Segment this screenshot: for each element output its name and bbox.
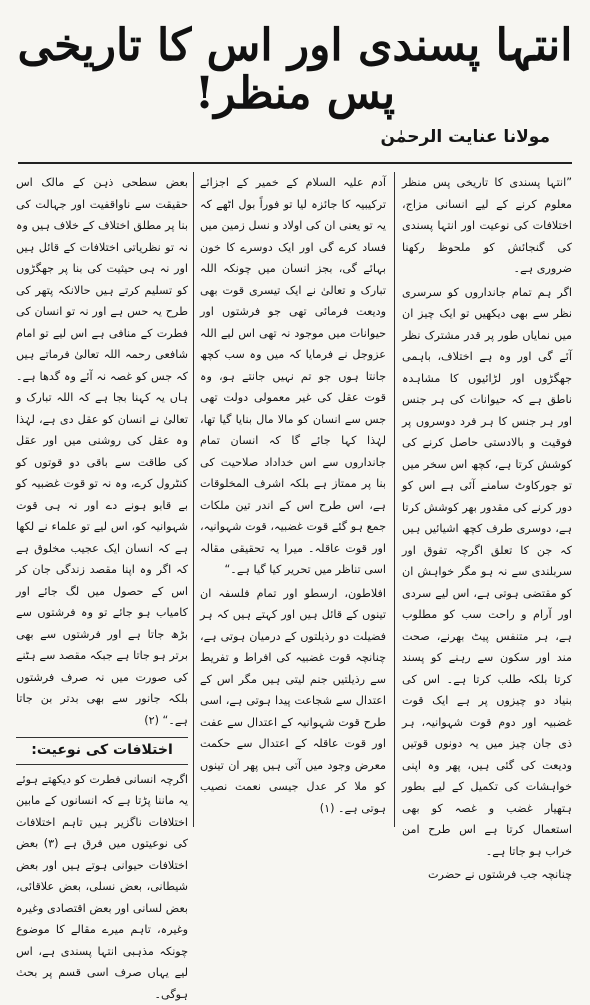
text-column-left: [16, 172, 188, 827]
article-title: انتہا پسندی اور اس کا تاریخی پس منظر!: [0, 22, 590, 119]
paragraph: چنانچہ جب فرشتوں نے حضرت: [402, 864, 572, 886]
text-column-middle: [200, 172, 386, 827]
paragraph: افلاطون، ارسطو اور تمام فلسفہ ان تینوں کے قائل ہیں اور کہتے ہیں کہ ہر فضیلت دو رذیلتوں کے درمیان ہوتی ہے، چنانچہ قوت غضبیہ کی افراط و تفریط سے رذیلتیں جنم لیتی ہیں مگر اس کے اعتدال سے شجاعت پیدا ہوتی ہے، اسی طرح قوت شہوانیہ کے اعتدال سے عفت اور قوت عاقلہ کے اعتدال سے حکمت معرض وجود میں آتی ہیں پھر ان تینوں کو ملا کر عدل جیسی نعمت نصیب ہوتی ہے۔ (۱): [200, 583, 386, 820]
column-divider: [193, 172, 194, 827]
paragraph: اگرچہ انسانی فطرت کو دیکھتے ہوئے یہ ماننا پڑتا ہے کہ انسانوں کے مابین اختلافات ناگزیر ہیں تاہم اختلافات کی نوعیتوں میں فرق ہے (۳) بعض اختلافات حیوانی ہوتے ہیں اور بعض شیطانی، بعض نسلی، بعض علاقائی، بعض لسانی اور بعض اقتصادی وغیرہ وغیرہ، تاہم میرے مقالے کا موضوع چونکہ مذہبی انتہا پسندی ہے، اس لیے یہاں صرف اسی قسم پر بحث ہوگی۔: [16, 769, 188, 1005]
author-byline: مولانا عنایت الرحمٰن: [381, 127, 551, 147]
header-divider: [18, 162, 572, 164]
paragraph: اگر ہم تمام جانداروں کو سرسری نظر سے بھی دیکھیں تو ایک چیز ان میں نمایاں طور پر قدر مشترک نظر آئے گی اور وہ ہے اختلاف، باہمی جھگڑوں اور لڑائیوں کا مشاہدہ ناطق ہے کہ حیوانات کی ہر جنس اور ہر جنس کا ہر فرد دوسروں پر فوقیت و بالادستی حاصل کرنے کی کوشش کرتا ہے، کچھ اس سخر میں تو جورکاوٹ سامنے آئی ہے اس کو دور کرنے کی مقدور بھر کوشش کرتا ہے، دوسری طرف کچھ اشیائیں ہیں کہ جن کا تعلق اگرچہ تفوق اور سربلندی سے نہ ہو مگر خواہش ان کو مقتضی ہوتی ہے، اس لیے سردی اور آرام و راحت سب کو مطلوب ہے، ہر متنفس پیٹ بھرنے، صحت مند اور سکون سے رہنے کو پسند کرتا بلکہ طلب کرتا ہے۔ اس کی بنیاد دو چیزوں پر ہے ایک قوت غضبیہ اور دوم قوت شہوانیہ، ہر ذی جان چیز میں یہ دونوں قوتیں ودیعت کی گئی ہیں، پھر وہ اپنی خواہشات کی تکمیل کے لیے بطور ہتھیار غضب و غصہ کو بھی استعمال کرتا ہے اس طرح امن خراب ہو جاتا ہے۔: [402, 282, 572, 863]
paragraph: آدم علیہ السلام کے خمیر کے اجزائے ترکیبیہ کا جائزہ لیا تو فوراً بول اٹھے کہ یہ تو یعنی ان کی اولاد و نسل زمین میں فساد کرے گی اور ایک دوسرے کا خون بہائے گی، بجز انسان میں چونکہ اللہ تبارک و تعالیٰ نے ایک تیسری قوت بھی ودیعت فرمائی تھی جو فرشتوں اور حیوانات میں موجود نہ تھی اس لیے اللہ عزوجل نے فرمایا کہ میں وہ سب کچھ جانتا ہوں جو تم نہیں جانتے ہو، وہ قوت عقل کی غیر معمولی دولت تھی جس سے انسان کو مالا مال بنایا گیا تھا، لہٰذا کہا جائے گا کہ انسان تمام جانداروں سے اس خداداد صلاحیت کی بنا پر ممتاز ہے بلکہ اشرف المخلوقات ہے، اس طرح اس کے اندر تین ملکات جمع ہو گئے قوت غضبیہ، قوت شہوانیہ، اور قوت عاقلہ۔ میرا یہ تحقیقی مقالہ اسی تناظر میں تحریر کیا گیا ہے۔“: [200, 172, 386, 581]
text-column-right: [402, 172, 572, 827]
paragraph: بعض سطحی ذہن کے مالک اس حقیقت سے ناواقفیت اور جہالت کی بنا پر مطلق اختلاف کے خلاف ہیں وہ نہ تو نظریاتی اختلافات کے قائل ہیں اور نہ ہی حیثیت کی بنا پر جھگڑوں کو تسلیم کرتے ہیں حالانکہ پتھر کی طرح یہ حس ہے اور نہ تو انسان کی فطرت کے منافی ہے اس لیے تو امام شافعی رحمہ اللہ تعالیٰ فرماتے ہیں کہ جس کو غصہ نہ آئے وہ گدھا ہے۔ ہاں یہ کہنا بجا ہے کہ اللہ تبارک و تعالیٰ نے انسان کو عقل دی ہے، لہٰذا وہ عقل کی روشنی میں اور عقل کی طاقت سے باقی دو قوتوں کو کنٹرول کرے، وہ نہ تو قوت غضبیہ کو بے قابو ہونے دے اور نہ ہی قوت شہوانیہ کو، اس لیے تو علماء نے لکھا ہے کہ انسان ایک عجیب مخلوق ہے کہ اگر وہ اپنا مقصد زندگی جان کر اس کے حصول میں لگ جائے اور کامیاب ہو جائے تو وہ فرشتوں سے بڑھ جاتا ہے اور فرشتوں سے بھی برتر ہو جاتا ہے جبکہ مقصد سے ہٹنے کی صورت میں نہ صرف فرشتوں بلکہ جانور سے بھی بدتر بن جاتا ہے۔“ (۲): [16, 172, 188, 731]
paragraph: ”انتہا پسندی کا تاریخی پس منظر معلوم کرنے کے لیے انسانی مزاج، اختلافات کی نوعیت اور انتہا پسندی کی گنجائش کو ملحوظ رکھنا ضروری ہے۔: [402, 172, 572, 280]
section-subheading: اختلافات کی نوعیت:: [16, 737, 188, 765]
column-divider: [394, 172, 395, 827]
